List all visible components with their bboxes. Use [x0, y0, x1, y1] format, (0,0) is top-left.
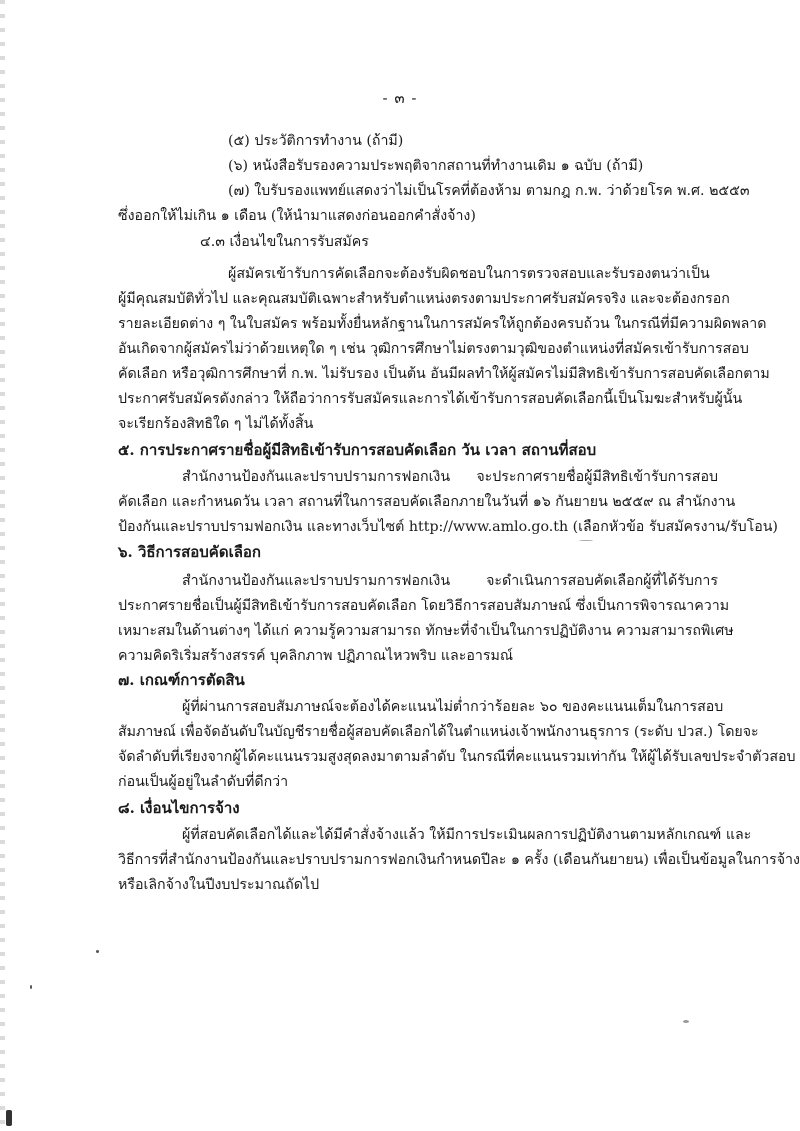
subsection-4-3-line: ผู้สมัครเข้ารับการคัดเลือกจะต้องรับผิดชอบในการตรวจสอบและรับรองตนว่าเป็น [228, 266, 710, 282]
scan-speck [579, 540, 593, 541]
scan-speck [6, 1110, 12, 1126]
scan-speck [683, 1020, 689, 1023]
scan-speck [30, 985, 32, 989]
subsection-4-3-line: รายละเอียดต่าง ๆ ในใบสมัคร พร้อมทั้งยื่นหลักฐานในการสมัครให้ถูกต้องครบถ้วน ในกรณีที่มีความผิดพลาด [118, 316, 767, 332]
scan-edge-marks [0, 0, 5, 1131]
subsection-4-3-line: อันเกิดจากผู้สมัครไม่ว่าด้วยเหตุใด ๆ เช่น วุฒิการศึกษาไม่ตรงตามวุฒิของตำแหน่งที่สมัครเข้ารับการสอบ [118, 341, 749, 357]
section-8-heading: ๘. เงื่อนไขการจ้าง [118, 799, 240, 817]
section-6-heading: ๖. วิธีการสอบคัดเลือก [118, 543, 261, 561]
item-7-line-2: ซึ่งออกให้ไม่เกิน ๑ เดือน (ให้นำมาแสดงก่อนออกคำสั่งจ้าง) [118, 208, 476, 224]
item-7-line-1: (๗) ใบรับรองแพทย์แสดงว่าไม่เป็นโรคที่ต้องห้าม ตามกฎ ก.พ. ว่าด้วยโรค พ.ศ. ๒๕๕๓ [228, 183, 750, 199]
section-6-line: ความคิดริเริ่มสร้างสรรค์ บุคลิกภาพ ปฏิภาณไหวพริบ และอารมณ์ [118, 648, 513, 664]
item-5: (๕) ประวัติการทำงาน (ถ้ามี) [228, 133, 404, 149]
page-number: - ๓ - [382, 89, 418, 107]
item-6: (๖) หนังสือรับรองความประพฤติจากสถานที่ทำงานเดิม ๑ ฉบับ (ถ้ามี) [228, 158, 644, 174]
subsection-4-3-line: ผู้มีคุณสมบัติทั่วไป และคุณสมบัติเฉพาะสำหรับตำแหน่งตรงตามประกาศรับสมัครจริง และจะต้องกรอก [118, 291, 730, 307]
section-6-line: ประกาศรายชื่อเป็นผู้มีสิทธิเข้ารับการสอบคัดเลือก โดยวิธีการสอบสัมภาษณ์ ซึ่งเป็นการพิจารณาความ [118, 598, 730, 614]
subsection-4-3-line: จะเรียกร้องสิทธิใด ๆ ไม่ได้ทั้งสิ้น [118, 416, 314, 432]
section-7-line: สัมภาษณ์ เพื่อจัดอันดับในบัญชีรายชื่อผู้สอบคัดเลือกได้ในตำแหน่งเจ้าพนักงานธุรการ (ระดับ ปวส.) โดยจะ [118, 724, 759, 740]
subsection-4-3-line: คัดเลือก หรือวุฒิการศึกษาที่ ก.พ. ไม่รับรอง เป็นต้น อันมีผลทำให้ผู้สมัครไม่มีสิทธิเข้ารับการสอบคัดเลือกตาม [118, 366, 770, 382]
section-8-line: หรือเลิกจ้างในปีงบประมาณถัดไป [118, 877, 320, 893]
section-5-line: คัดเลือก และกำหนดวัน เวลา สถานที่ในการสอบคัดเลือกภายในวันที่ ๑๖ กันยายน ๒๕๕๙ ณ สำนักงาน [118, 494, 736, 510]
scan-speck [96, 950, 99, 953]
section-6-line: เหมาะสมในด้านต่างๆ ได้แก่ ความรู้ความสามารถ ทักษะที่จำเป็นในการปฏิบัติงาน ความสามารถพิเศษ [118, 623, 734, 639]
section-5-heading: ๕. การประกาศรายชื่อผู้มีสิทธิเข้ารับการสอบคัดเลือก วัน เวลา สถานที่สอบ [118, 441, 597, 459]
section-7-line: จัดลำดับที่เรียงจากผู้ได้คะแนนรวมสูงสุดลงมาตามลำดับ ในกรณีที่คะแนนรวมเท่ากัน ให้ผู้ได้รับเลขประจำตัวสอบ [118, 749, 796, 765]
subsection-4-3-title: ๔.๓ เงื่อนไขในการรับสมัคร [200, 234, 369, 250]
section-5-line: ป้องกันและปราบปรามฟอกเงิน และทางเว็บไซต์ http://www.amlo.go.th (เลือกหัวข้อ รับสมัครงาน/รับโอน) [118, 519, 778, 535]
section-5-line: สำนักงานป้องกันและปราบปรามการฟอกเงิน จะประกาศรายชื่อผู้มีสิทธิเข้ารับการสอบ [182, 469, 718, 485]
section-7-line: ผู้ที่ผ่านการสอบสัมภาษณ์จะต้องได้คะแนนไม่ต่ำกว่าร้อยละ ๖๐ ของคะแนนเต็มในการสอบ [182, 699, 724, 715]
section-8-line: ผู้ที่สอบคัดเลือกได้และได้มีคำสั่งจ้างแล้ว ให้มีการประเมินผลการปฏิบัติงานตามหลักเกณฑ์ และ [182, 827, 752, 843]
subsection-4-3-line: ประกาศรับสมัครดังกล่าว ให้ถือว่าการรับสมัครและการได้เข้ารับการสอบคัดเลือกนี้เป็นโมฆะสำหรับผู้นั้น [118, 391, 743, 407]
section-6-line: สำนักงานป้องกันและปราบปรามการฟอกเงิน จะดำเนินการสอบคัดเลือกผู้ที่ได้รับการ [182, 573, 718, 589]
section-8-line: วิธีการที่สำนักงานป้องกันและปราบปรามการฟอกเงินกำหนดปีละ ๑ ครั้ง (เดือนกันยายน) เพื่อเป็นข้อมูลในการจ้าง [118, 852, 800, 868]
section-7-heading: ๗. เกณฑ์การตัดสิน [118, 671, 245, 689]
section-7-line: ก่อนเป็นผู้อยู่ในลำดับที่ดีกว่า [118, 774, 289, 790]
